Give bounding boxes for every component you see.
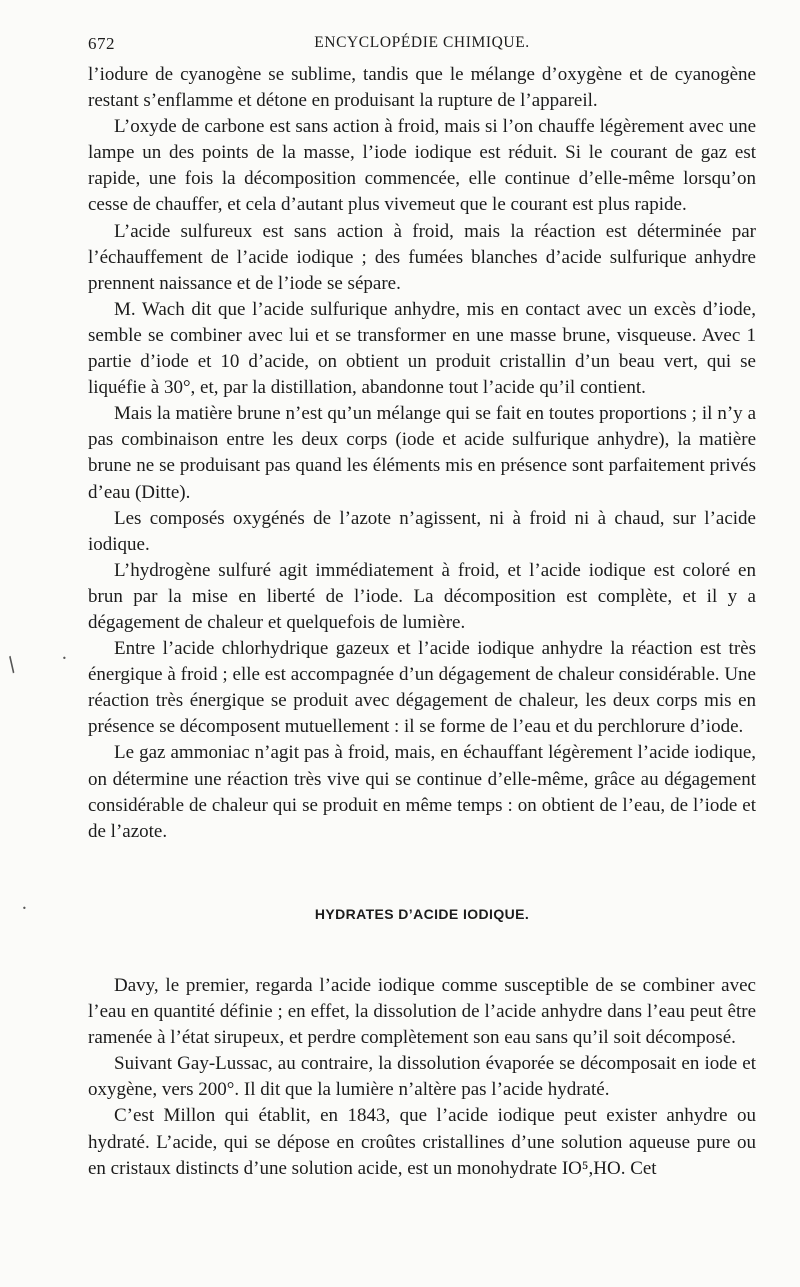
section-heading: HYDRATES D’ACIDE IODIQUE. [314, 906, 530, 922]
page-number: 672 [88, 34, 115, 53]
body-text-hydrates [88, 973, 756, 1182]
paragraph-gay-lussac: Suivant Gay-Lussac, au contraire, la dissolution évaporée se décomposait en iode et oxygène, vers 200°. Il dit que la lumière n’altère pas l’acide hydraté. [88, 1053, 756, 1101]
paragraph-brown-matter: Mais la matière brune n’est qu’un mélange qui se fait en toutes proportions ; il n’y a pas combinaison entre les deux corps (iode et acide sulfurique anhydre), la matière brune ne se produisant pas quand les éléments mis en présence sont parfaitement privés d’eau (Ditte). [88, 403, 756, 503]
paragraph-hydrochloric-acid: Entre l’acide chlorhydrique gazeux et l’acide iodique anhydre la réaction est très énergique à froid ; elle est accompagnée d’un dégagement de chaleur considérable. Une réaction très énergique se produit avec dégagement de chaleur, les deux corps mis en présence se décomposent mutuellement : il se forme de l’eau et du perchlorure d’iode. [88, 638, 756, 738]
running-title: ENCYCLOPÉDIE CHIMIQUE. [314, 34, 530, 51]
page-header [88, 34, 756, 58]
paragraph-wach: M. Wach dit que l’acide sulfurique anhydre, mis en contact avec un excès d’iode, semble se combiner avec lui et se transformer en une masse brune, visqueuse. Avec 1 partie d’iode et 10 d’acide, on obtient un produit cristallin d’un beau vert, qui se liquéfie à 30°, et, par la distillation, abandonne tout l’acide qu’il contient. [88, 298, 756, 399]
paragraph-nitrogen-oxides: Les composés oxygénés de l’azote n’agissent, ni à froid ni à chaud, sur l’acide iodique. [88, 507, 756, 555]
margin-mark: / [2, 651, 21, 677]
paragraph-davy: Davy, le premier, regarda l’acide iodique comme susceptible de se combiner avec l’eau en quantité définie ; en effet, la dissolution de l’acide anhydre dans l’eau peut être ramenée à l’état sirupeux, et perdre complètement son eau sans qu’il soit décomposé. [88, 975, 756, 1049]
margin-dot: • [22, 904, 27, 913]
body-text [88, 62, 756, 845]
paragraph-hydrogen-sulfide: L’hydrogène sulfuré agit immédiatement à froid, et l’acide iodique est coloré en brun par la mise en liberté de l’iode. La décomposition est complète, et il y a dégagement de chaleur et quelquefois de lumière. [88, 559, 756, 633]
paragraph-millon: C’est Millon qui établit, en 1843, que l’acide iodique peut exister anhydre ou hydraté. L’acide, qui se dépose en croûtes cristallines d’une solution aqueuse pure ou en cristaux distincts d’une solution acide, est un monohydrate IO⁵,HO. Cet [88, 1105, 756, 1179]
paragraph-continuation: l’iodure de cyanogène se sublime, tandis que le mélange d’oxygène et de cyanogène restant s’enflamme et détone en produisant la rupture de l’appareil. [88, 64, 756, 112]
margin-dot: • [62, 654, 67, 663]
paragraph-ammonia: Le gaz ammoniac n’agit pas à froid, mais, en échauffant légèrement l’acide iodique, on détermine une réaction très vive qui se continue d’elle-même, grâce au dégagement considérable de chaleur qui se produit en même temps : on obtient de l’eau, de l’iode et de l’azote. [88, 742, 756, 842]
paragraph-carbon-oxide: L’oxyde de carbone est sans action à froid, mais si l’on chauffe légèrement avec une lampe un des points de la masse, l’iode iodique est réduit. Si le courant de gaz est rapide, une fois la décomposition commencée, elle continue d’elle-même lorsqu’on cesse de chauffer, et cela d’autant plus vivemeut que le courant est plus rapide. [88, 116, 756, 216]
paragraph-sulfurous-acid: L’acide sulfureux est sans action à froid, mais la réaction est déterminée par l’échauffement de l’acide iodique ; des fumées blanches d’acide sulfurique anhydre prennent naissance et de l’iode se sépare. [88, 220, 756, 294]
